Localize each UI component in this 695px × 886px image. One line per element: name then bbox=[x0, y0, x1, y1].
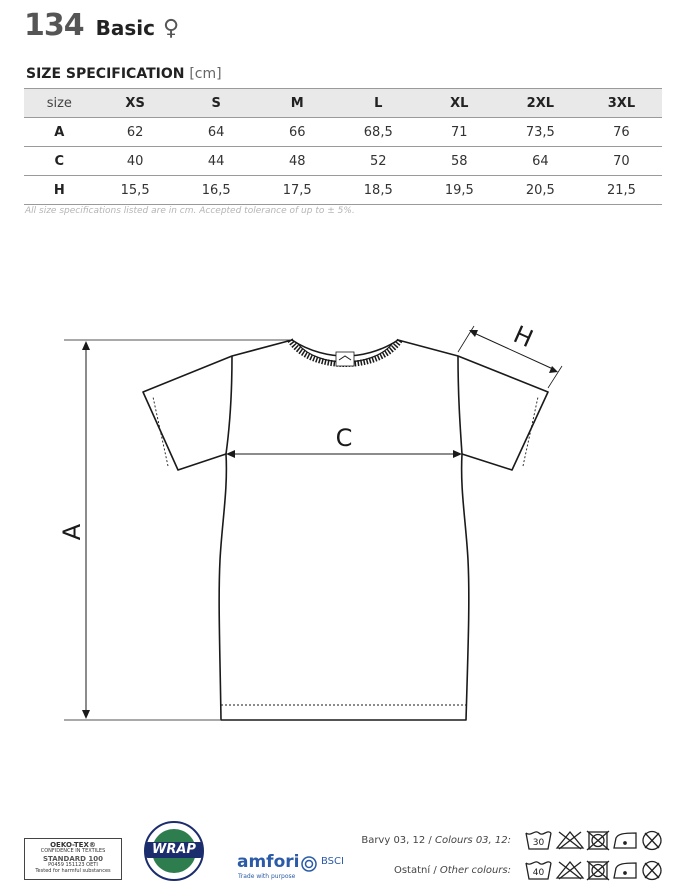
dimension-a bbox=[64, 340, 290, 720]
label-c: C bbox=[335, 424, 353, 452]
wash-temp-2: 40 bbox=[532, 868, 545, 878]
table-cell: 20,5 bbox=[500, 176, 581, 205]
table-cell: 62 bbox=[95, 118, 176, 147]
spec-heading bbox=[26, 66, 222, 82]
size-col-header: S bbox=[176, 89, 257, 118]
size-col-header: XL bbox=[419, 89, 500, 118]
wash-temp-1: 30 bbox=[532, 838, 545, 848]
table-cell: 66 bbox=[257, 118, 338, 147]
neck-label bbox=[336, 352, 354, 366]
wrap-label: WRAP bbox=[152, 842, 196, 857]
label-a: A bbox=[58, 523, 86, 541]
tolerance-note: All size specifications listed are in cm. Accepted tolerance of up to ± 5%. bbox=[25, 206, 355, 216]
table-cell: 64 bbox=[176, 118, 257, 147]
table-cell: 21,5 bbox=[581, 176, 662, 205]
footer bbox=[0, 800, 695, 884]
row-label: A bbox=[24, 118, 95, 147]
care-symbols-row-1 bbox=[523, 828, 665, 852]
table-cell: 68,5 bbox=[338, 118, 419, 147]
size-col-header: 3XL bbox=[581, 89, 662, 118]
product-code: 134 bbox=[24, 8, 84, 43]
table-cell: 52 bbox=[338, 147, 419, 176]
table-cell: 17,5 bbox=[257, 176, 338, 205]
table-cell: 76 bbox=[581, 118, 662, 147]
oeko-line3: STANDARD 100 bbox=[42, 854, 104, 863]
table-cell: 48 bbox=[257, 147, 338, 176]
spec-unit: [cm] bbox=[189, 66, 222, 82]
iron-icon bbox=[614, 863, 636, 878]
oeko-tex-logo bbox=[24, 838, 122, 880]
table-cell: 40 bbox=[95, 147, 176, 176]
row-label: C bbox=[24, 147, 95, 176]
bsci-label: BSCI bbox=[321, 856, 344, 867]
size-header-row bbox=[24, 89, 662, 118]
dimension-h bbox=[458, 326, 562, 388]
colours-line-2 bbox=[394, 865, 511, 876]
female-icon: ♀ bbox=[162, 16, 180, 41]
product-name: Basic bbox=[95, 16, 155, 40]
colours-1-plain: Barvy 03, 12 / bbox=[361, 835, 435, 846]
collar bbox=[290, 340, 400, 366]
size-col-header: L bbox=[338, 89, 419, 118]
table-cell: 73,5 bbox=[500, 118, 581, 147]
label-h: H bbox=[509, 320, 538, 354]
oeko-line1: OEKO-TEX® bbox=[50, 841, 96, 849]
wrap-logo bbox=[140, 820, 208, 882]
tshirt-outline bbox=[143, 340, 548, 720]
table-row bbox=[24, 147, 662, 176]
table-row bbox=[24, 176, 662, 205]
size-col-header: M bbox=[257, 89, 338, 118]
table-cell: 16,5 bbox=[176, 176, 257, 205]
size-col-header: 2XL bbox=[500, 89, 581, 118]
oeko-line4: P0459 151123 OETI bbox=[48, 861, 98, 868]
colours-line-1 bbox=[361, 835, 511, 846]
size-table bbox=[24, 88, 662, 205]
amfori-tagline: Trade with purpose bbox=[238, 873, 296, 880]
table-cell: 15,5 bbox=[95, 176, 176, 205]
product-title bbox=[24, 8, 179, 43]
oeko-line5: Tested for harmful substances bbox=[35, 867, 111, 874]
table-cell: 64 bbox=[500, 147, 581, 176]
table-row bbox=[24, 118, 662, 147]
colours-1-italic: Colours 03, 12: bbox=[434, 835, 511, 846]
table-cell: 70 bbox=[581, 147, 662, 176]
amfori-logo: amfori bbox=[237, 852, 300, 872]
colours-2-plain: Ostatní / bbox=[393, 865, 440, 876]
spec-heading-text: SIZE SPECIFICATION bbox=[26, 66, 185, 82]
colours-2-italic: Other colours: bbox=[439, 865, 511, 876]
iron-icon bbox=[614, 833, 636, 848]
table-cell: 44 bbox=[176, 147, 257, 176]
table-cell: 18,5 bbox=[338, 176, 419, 205]
table-cell: 71 bbox=[419, 118, 500, 147]
row-label: H bbox=[24, 176, 95, 205]
table-cell: 19,5 bbox=[419, 176, 500, 205]
tshirt-diagram bbox=[0, 300, 695, 740]
size-col-header: XS bbox=[95, 89, 176, 118]
care-symbols-row-2 bbox=[523, 858, 665, 882]
amfori-swirl-icon bbox=[300, 855, 318, 873]
oeko-line2: CONFIDENCE IN TEXTILES bbox=[40, 848, 106, 855]
table-cell: 58 bbox=[419, 147, 500, 176]
size-header-label: size bbox=[24, 89, 95, 118]
